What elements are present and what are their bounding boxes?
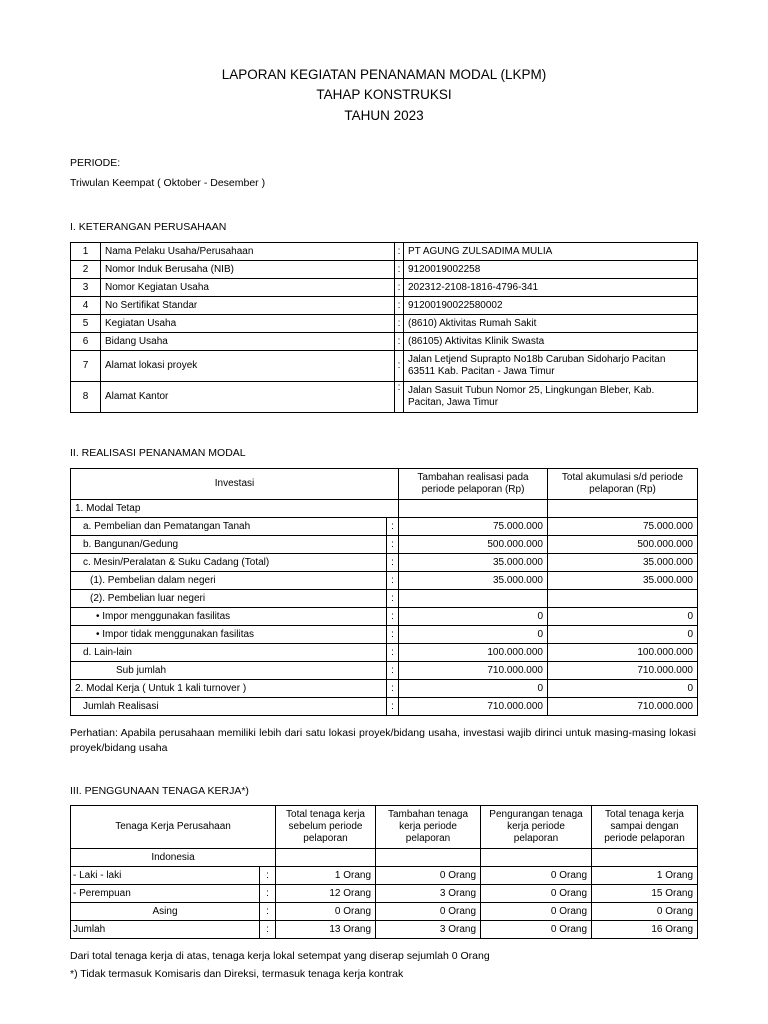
row-colon: :: [395, 351, 404, 382]
total-value: 500.000.000: [548, 536, 698, 554]
total-value: 0: [548, 680, 698, 698]
row-colon: :: [260, 885, 276, 903]
table-row: [71, 849, 698, 867]
tambahan-value: 35.000.000: [399, 572, 548, 590]
col-tambahan: Tambahan tenaga kerja periode pelaporan: [376, 806, 481, 849]
row-colon: :: [387, 536, 399, 554]
row-number: 4: [71, 297, 101, 315]
tambahan-value: 0 Orang: [376, 867, 481, 885]
table-row: [71, 662, 698, 680]
row-number: 1: [71, 243, 101, 261]
row-colon: :: [387, 680, 399, 698]
col-investasi: Investasi: [71, 469, 399, 500]
table-row: [71, 572, 698, 590]
office-address-value: Jalan Sasuit Tubun Nomor 25, Lingkungan Bleber, Kab. Pacitan, Jawa Timur: [404, 382, 698, 413]
col-tambahan: Tambahan realisasi pada periode pelaporan (Rp): [399, 469, 548, 500]
pengurangan-value: 0 Orang: [481, 903, 592, 921]
col-total: Total tenaga kerja sampai dengan periode pelaporan: [592, 806, 698, 849]
row-colon: :: [395, 315, 404, 333]
row-label: - Laki - laki: [71, 867, 260, 885]
row-label: - Perempuan: [71, 885, 260, 903]
row-colon: :: [387, 644, 399, 662]
total-value: 710.000.000: [548, 662, 698, 680]
pengurangan-value: 0 Orang: [481, 921, 592, 939]
total-value: 0 Orang: [592, 903, 698, 921]
table-row: [71, 921, 698, 939]
total-value: 0: [548, 608, 698, 626]
group-modal-tetap: 1. Modal Tetap: [71, 500, 399, 518]
sebelum-value: 1 Orang: [276, 867, 376, 885]
sebelum-value: 13 Orang: [276, 921, 376, 939]
tambahan-value: 710.000.000: [399, 662, 548, 680]
row-colon: :: [387, 662, 399, 680]
table-header-row: [71, 806, 698, 849]
row-colon: :: [260, 903, 276, 921]
total-label: Jumlah: [71, 921, 260, 939]
row-colon: :: [387, 554, 399, 572]
empty-cell: [481, 849, 592, 867]
tambahan-value: [399, 590, 548, 608]
tambahan-value: 0 Orang: [376, 903, 481, 921]
section3-heading: III. PENGGUNAAN TENAGA KERJA*): [70, 785, 249, 797]
kegiatan-usaha-value: (8610) Aktivitas Rumah Sakit: [404, 315, 698, 333]
row-label: Bidang Usaha: [101, 333, 395, 351]
row-label: b. Bangunan/Gedung: [71, 536, 387, 554]
row-label: a. Pembelian dan Pematangan Tanah: [71, 518, 387, 536]
table-row: [71, 608, 698, 626]
total-value: 75.000.000: [548, 518, 698, 536]
row-number: 6: [71, 333, 101, 351]
tambahan-value: 3 Orang: [376, 921, 481, 939]
table-row: [71, 536, 698, 554]
table-row: [71, 315, 698, 333]
total-label: Jumlah Realisasi: [71, 698, 387, 716]
section2-heading: II. REALISASI PENANAMAN MODAL: [70, 447, 246, 459]
row-label: (2). Pembelian luar negeri: [71, 590, 387, 608]
company-name: PT AGUNG ZULSADIMA MULIA: [404, 243, 698, 261]
subtotal-label: Sub jumlah: [71, 662, 387, 680]
table-row: [71, 867, 698, 885]
total-value: 710.000.000: [548, 698, 698, 716]
sebelum-value: 12 Orang: [276, 885, 376, 903]
row-colon: :: [387, 572, 399, 590]
report-subtitle-year: TAHUN 2023: [344, 108, 424, 123]
row-label: Alamat lokasi proyek: [101, 351, 395, 382]
row-label: c. Mesin/Peralatan & Suku Cadang (Total): [71, 554, 387, 572]
row-number: 5: [71, 315, 101, 333]
tambahan-value: 500.000.000: [399, 536, 548, 554]
total-value: 0: [548, 626, 698, 644]
total-value: 1 Orang: [592, 867, 698, 885]
row-colon: :: [387, 698, 399, 716]
total-value: 35.000.000: [548, 572, 698, 590]
workforce-footnote: Dari total tenaga kerja di atas, tenaga kerja lokal setempat yang diserap sejumlah 0 Orang: [70, 950, 490, 962]
row-number: 3: [71, 279, 101, 297]
certificate-value: 91200190022580002: [404, 297, 698, 315]
col-tenaga-kerja: Tenaga Kerja Perusahaan: [71, 806, 276, 849]
row-label: Asing: [71, 903, 260, 921]
periode-label: PERIODE:: [70, 157, 121, 169]
row-number: 2: [71, 261, 101, 279]
table-row: [71, 500, 698, 518]
group-indonesia: Indonesia: [71, 849, 276, 867]
table-row: [71, 554, 698, 572]
periode-value: Triwulan Keempat ( Oktober - Desember ): [70, 177, 266, 189]
report-title: LAPORAN KEGIATAN PENANAMAN MODAL (LKPM): [221, 67, 547, 82]
empty-cell: [276, 849, 376, 867]
row-colon: :: [395, 279, 404, 297]
tambahan-value: 100.000.000: [399, 644, 548, 662]
empty-cell: [592, 849, 698, 867]
row-colon: :: [260, 867, 276, 885]
total-value: 35.000.000: [548, 554, 698, 572]
table-row: [71, 243, 698, 261]
sebelum-value: 0 Orang: [276, 903, 376, 921]
row-colon: :: [395, 333, 404, 351]
row-label: Alamat Kantor: [101, 382, 395, 413]
row-colon: :: [395, 297, 404, 315]
investment-table: [70, 468, 698, 716]
report-subtitle-stage: TAHAP KONSTRUKSI: [316, 87, 452, 102]
row-colon: :: [387, 518, 399, 536]
total-value: 15 Orang: [592, 885, 698, 903]
empty-cell: [399, 500, 548, 518]
total-value: 100.000.000: [548, 644, 698, 662]
row-label: Nama Pelaku Usaha/Perusahaan: [101, 243, 395, 261]
tambahan-value: 0: [399, 626, 548, 644]
row-label: • Impor tidak menggunakan fasilitas: [71, 626, 387, 644]
table-row: [71, 382, 698, 413]
table-row: [71, 261, 698, 279]
row-number: 7: [71, 351, 101, 382]
empty-cell: [376, 849, 481, 867]
pengurangan-value: 0 Orang: [481, 885, 592, 903]
table-row: [71, 698, 698, 716]
row-colon: :: [395, 261, 404, 279]
table-row: [71, 518, 698, 536]
row-colon: :: [395, 382, 404, 413]
kegiatan-number-value: 202312-2108-1816-4796-341: [404, 279, 698, 297]
row-colon: :: [387, 608, 399, 626]
tambahan-value: 710.000.000: [399, 698, 548, 716]
tambahan-value: 35.000.000: [399, 554, 548, 572]
table-row: [71, 626, 698, 644]
row-colon: :: [395, 243, 404, 261]
tambahan-value: 3 Orang: [376, 885, 481, 903]
workforce-exclusion-note: *) Tidak termasuk Komisaris dan Direksi, termasuk tenaga kerja kontrak: [70, 968, 404, 980]
tambahan-value: 75.000.000: [399, 518, 548, 536]
table-row: [71, 680, 698, 698]
row-colon: :: [387, 626, 399, 644]
row-label: (1). Pembelian dalam negeri: [71, 572, 387, 590]
table-row: [71, 644, 698, 662]
workforce-table: [70, 805, 698, 939]
row-label: Nomor Kegiatan Usaha: [101, 279, 395, 297]
col-total: Total akumulasi s/d periode pelaporan (Rp): [548, 469, 698, 500]
table-row: [71, 903, 698, 921]
investment-note: Perhatian: Apabila perusahaan memiliki lebih dari satu lokasi proyek/bidang usaha, investasi wajib dirinci untuk masing-masing lokasi proyek/bidang usaha: [70, 727, 696, 754]
row-label: 2. Modal Kerja ( Untuk 1 kali turnover ): [71, 680, 387, 698]
table-header-row: [71, 469, 698, 500]
col-sebelum: Total tenaga kerja sebelum periode pelaporan: [276, 806, 376, 849]
row-label: Nomor Induk Berusaha (NIB): [101, 261, 395, 279]
table-row: [71, 333, 698, 351]
row-label: No Sertifikat Standar: [101, 297, 395, 315]
total-value: [548, 590, 698, 608]
table-row: [71, 590, 698, 608]
row-label: Kegiatan Usaha: [101, 315, 395, 333]
row-label: • Impor menggunakan fasilitas: [71, 608, 387, 626]
empty-cell: [548, 500, 698, 518]
row-colon: :: [260, 921, 276, 939]
table-row: [71, 297, 698, 315]
section1-heading: I. KETERANGAN PERUSAHAAN: [70, 221, 227, 233]
bidang-usaha-value: (86105) Aktivitas Klinik Swasta: [404, 333, 698, 351]
table-row: [71, 885, 698, 903]
pengurangan-value: 0 Orang: [481, 867, 592, 885]
tambahan-value: 0: [399, 608, 548, 626]
total-value: 16 Orang: [592, 921, 698, 939]
row-colon: :: [387, 590, 399, 608]
table-row: [71, 279, 698, 297]
nib-value: 9120019002258: [404, 261, 698, 279]
table-row: [71, 351, 698, 382]
tambahan-value: 0: [399, 680, 548, 698]
row-number: 8: [71, 382, 101, 413]
project-address-value: Jalan Letjend Suprapto No18b Caruban Sidoharjo Pacitan 63511 Kab. Pacitan - Jawa Timur: [404, 351, 698, 382]
row-label: d. Lain-lain: [71, 644, 387, 662]
col-pengurangan: Pengurangan tenaga kerja periode pelaporan: [481, 806, 592, 849]
company-info-table: [70, 242, 698, 413]
